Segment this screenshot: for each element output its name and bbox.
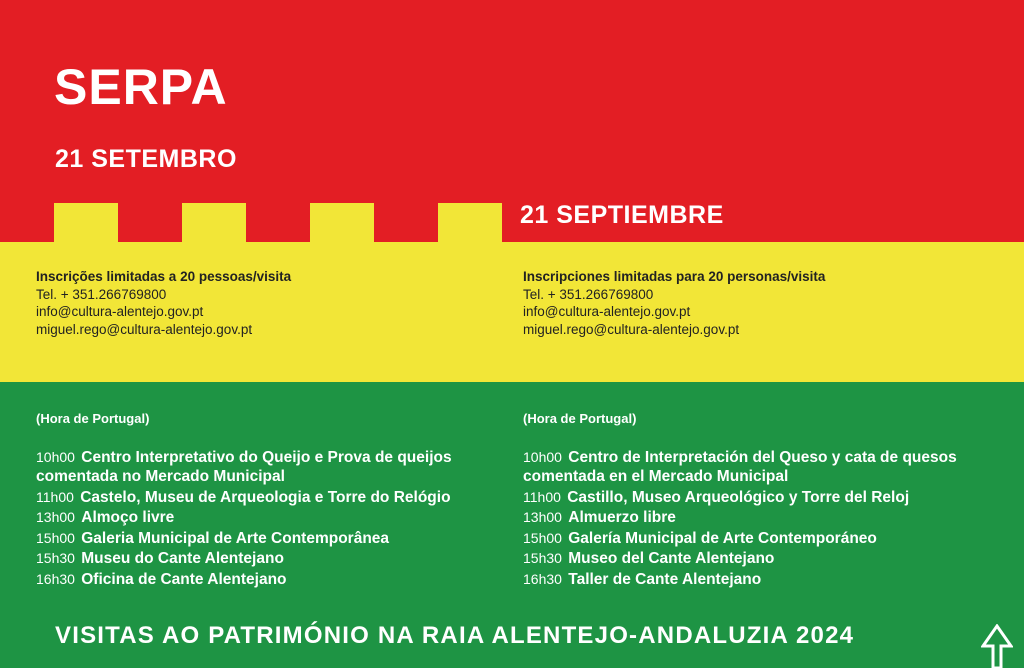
page-title: SERPA (54, 59, 228, 115)
schedule-item (523, 448, 983, 486)
date-portuguese: 21 SETEMBRO (55, 145, 237, 173)
schedule-time: 16h30 (523, 570, 562, 587)
email-contact: miguel.rego@cultura-alentejo.gov.pt (523, 321, 740, 337)
schedule-portuguese (36, 448, 496, 590)
schedule-place: Galería Municipal de Arte Contemporáneo (568, 529, 877, 547)
timezone-note-spanish: (Hora de Portugal) (523, 411, 637, 426)
schedule-item (523, 529, 983, 548)
schedule-time: 13h00 (36, 509, 75, 525)
schedule-item (36, 488, 496, 507)
battlement-merlon (438, 203, 502, 243)
schedule-time: 16h30 (36, 570, 75, 587)
schedule-place: Castillo, Museo Arqueológico y Torre del Reloj (567, 488, 910, 506)
email-info: info@cultura-alentejo.gov.pt (36, 304, 204, 319)
red-band (0, 0, 1024, 242)
schedule-time: 10h00 (523, 449, 562, 465)
schedule-item (523, 488, 983, 507)
schedule-place: Castelo, Museu de Arqueologia e Torre do Relógio (80, 488, 451, 506)
schedule-place: Museo del Cante Alentejano (568, 550, 775, 567)
schedule-spanish (523, 448, 983, 590)
registration-note: Inscripciones limitadas para 20 personas/visita (523, 269, 826, 284)
schedule-place: Centro Interpretativo do Queijo e Prova de queijos comentada no Mercado Municipal (36, 449, 452, 485)
schedule-place: Museu do Cante Alentejano (81, 550, 284, 567)
schedule-item (523, 570, 983, 589)
schedule-place: Almuerzo libre (568, 509, 676, 526)
schedule-item (36, 508, 496, 527)
footer-title: VISITAS AO PATRIMÓNIO NA RAIA ALENTEJO-ANDALUZIA 2024 (55, 622, 855, 649)
schedule-item (36, 549, 496, 568)
contact-info-portuguese (36, 268, 291, 338)
date-spanish: 21 SEPTIEMBRE (520, 201, 724, 229)
schedule-time: 15h30 (523, 550, 562, 566)
battlement-merlon (54, 203, 118, 243)
email-contact: miguel.rego@cultura-alentejo.gov.pt (36, 321, 253, 337)
schedule-item (36, 529, 496, 548)
schedule-time: 15h00 (36, 529, 75, 546)
schedule-place: Almoço livre (81, 509, 175, 526)
battlement-merlon (182, 203, 246, 243)
battlement-merlon (310, 203, 374, 243)
schedule-item (36, 448, 496, 486)
schedule-time: 13h00 (523, 509, 562, 525)
schedule-time: 11h00 (36, 488, 74, 505)
registration-note: Inscrições limitadas a 20 pessoas/visita (36, 269, 292, 284)
email-info: info@cultura-alentejo.gov.pt (523, 304, 691, 319)
phone-number: Tel. + 351.266769800 (36, 286, 167, 302)
schedule-time: 15h30 (36, 550, 75, 566)
schedule-item (36, 570, 496, 589)
schedule-place: Centro de Interpretación del Queso y cata de quesos comentada en el Mercado Municipal (523, 449, 957, 485)
schedule-time: 11h00 (523, 488, 561, 505)
schedule-time: 10h00 (36, 449, 75, 465)
contact-info-spanish (523, 268, 825, 338)
schedule-item (523, 508, 983, 527)
phone-number: Tel. + 351.266769800 (523, 286, 654, 302)
schedule-place: Galeria Municipal de Arte Contemporânea (81, 529, 390, 547)
schedule-place: Taller de Cante Alentejano (568, 570, 762, 588)
arrow-up-icon (981, 624, 1013, 668)
schedule-time: 15h00 (523, 529, 562, 546)
timezone-note-portuguese: (Hora de Portugal) (36, 411, 150, 426)
schedule-place: Oficina de Cante Alentejano (81, 570, 287, 588)
schedule-item (523, 549, 983, 568)
